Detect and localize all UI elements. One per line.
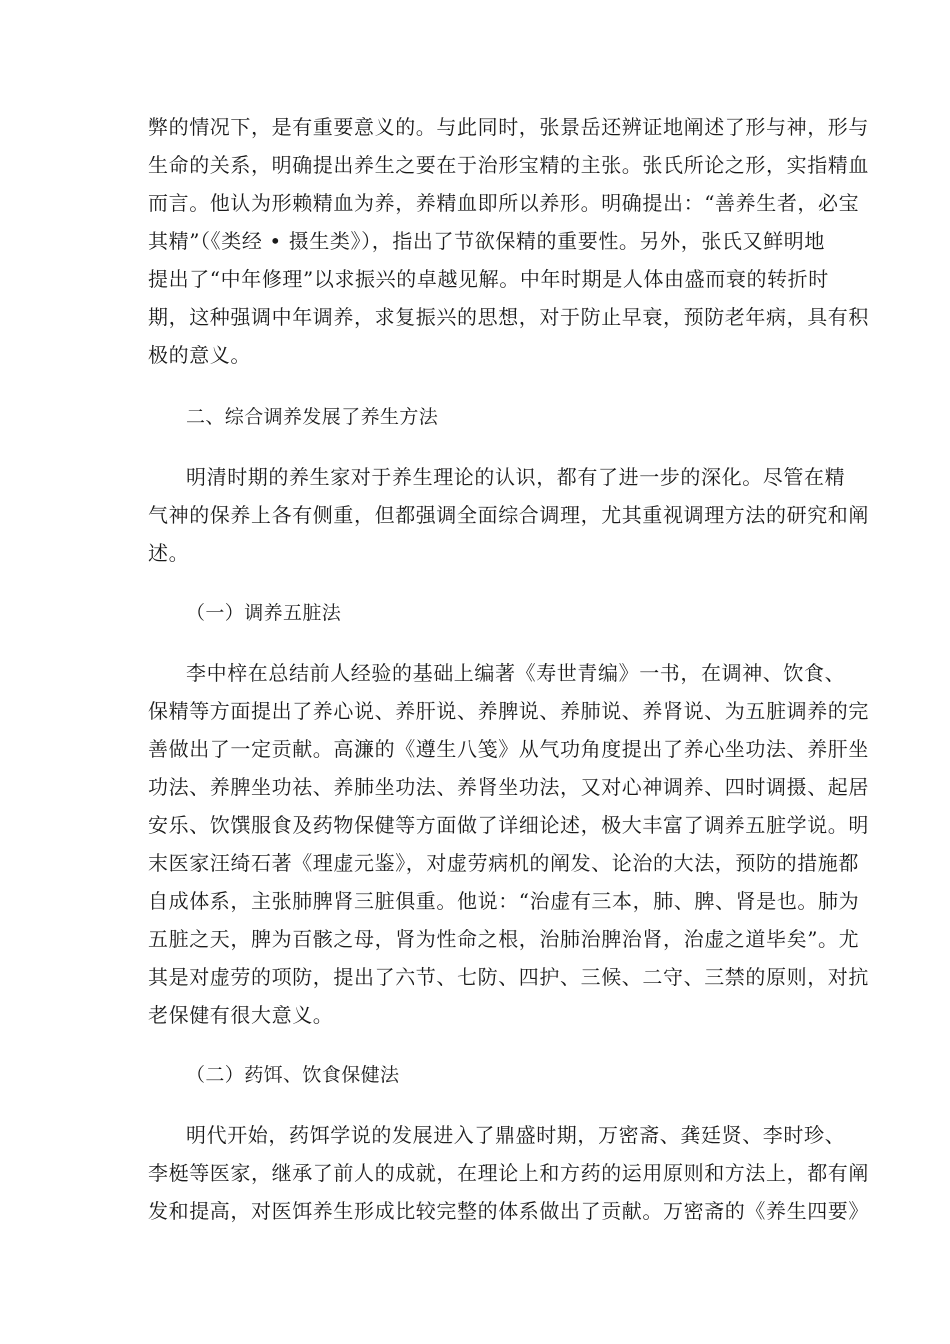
text-line: 生命的关系，明确提出养生之要在于治形宝精的主张。张氏所论之形，实指精血 — [148, 153, 869, 177]
text-line: 极的意义。 — [148, 343, 251, 367]
section-heading: 二、综合调养发展了养生方法 — [186, 406, 439, 428]
subheading: （二）药饵、饮食保健法 — [186, 1064, 400, 1086]
text-line: 保精等方面提出了养心说、养肝说、养脾说、养肺说、养肾说、为五脏调养的完 — [148, 699, 869, 723]
text-line: 述。 — [148, 541, 190, 565]
text-line: 自成体系，主张肺脾肾三脏俱重。他说：“治虚有三本，肺、脾、肾是也。肺为 — [148, 889, 860, 913]
text-line: 期，这种强调中年调养，求复振兴的思想，对于防止早衰，预防老年病，具有积 — [148, 305, 869, 329]
text-line: 五脏之天，脾为百骸之母，肾为性命之根，治肺治脾治肾，治虚之道毕矣”。尤 — [148, 927, 860, 951]
text-line: 而言。他认为形赖精血为养，养精血即所以养形。明确提出：“善养生者，必宝 — [148, 191, 860, 215]
text-line: 明代开始，药饵学说的发展进入了鼎盛时期，万密斋、龚廷贤、李时珍、 — [186, 1123, 846, 1147]
text-line: 其是对虚劳的项防，提出了六节、七防、四护、三候、二守、三禁的原则，对抗 — [148, 965, 869, 989]
subheading: （一）调养五脏法 — [186, 602, 342, 624]
text-line: 安乐、饮馔服食及药物保健等方面做了详细论述，极大丰富了调养五脏学说。明 — [148, 813, 869, 837]
text-line: 善做出了一定贡献。高濂的《遵生八笺》从气功角度提出了养心坐功法、养肝坐 — [148, 737, 869, 761]
text-line: 弊的情况下，是有重要意义的。与此同时，张景岳还辨证地阐述了形与神，形与 — [148, 115, 869, 139]
text-line: 李中梓在总结前人经验的基础上编著《寿世青编》一书，在调神、饮食、 — [186, 661, 846, 685]
text-line: 气神的保养上各有侧重，但都强调全面综合调理，尤其重视调理方法的研究和阐 — [148, 503, 869, 527]
text-line: 其精”（《类经 • 摄生类》），指出了节欲保精的重要性。另外，张氏又鲜明地 — [148, 229, 825, 253]
text-line: 老保健有很大意义。 — [148, 1003, 334, 1027]
text-line: 末医家汪绮石著《理虚元鉴》，对虚劳病机的阐发、论治的大法，预防的措施都 — [148, 851, 859, 875]
text-line: 发和提高，对医饵养生形成比较完整的体系做出了贡献。万密斋的《养生四要》 — [148, 1199, 869, 1223]
text-line: 明清时期的养生家对于养生理论的认识，都有了进一步的深化。尽管在精 — [186, 465, 846, 489]
text-line: 功法、养脾坐功祛、养肺坐功法、养肾坐功法，又对心神调养、四时调摄、起居 — [148, 775, 869, 799]
text-line: 李梃等医家，继承了前人的成就，在理论上和方药的运用原则和方法上，都有阐 — [148, 1161, 869, 1185]
text-line: 提出了“中年修理”以求振兴的卓越见解。中年时期是人体由盛而衰的转折时 — [148, 267, 829, 291]
